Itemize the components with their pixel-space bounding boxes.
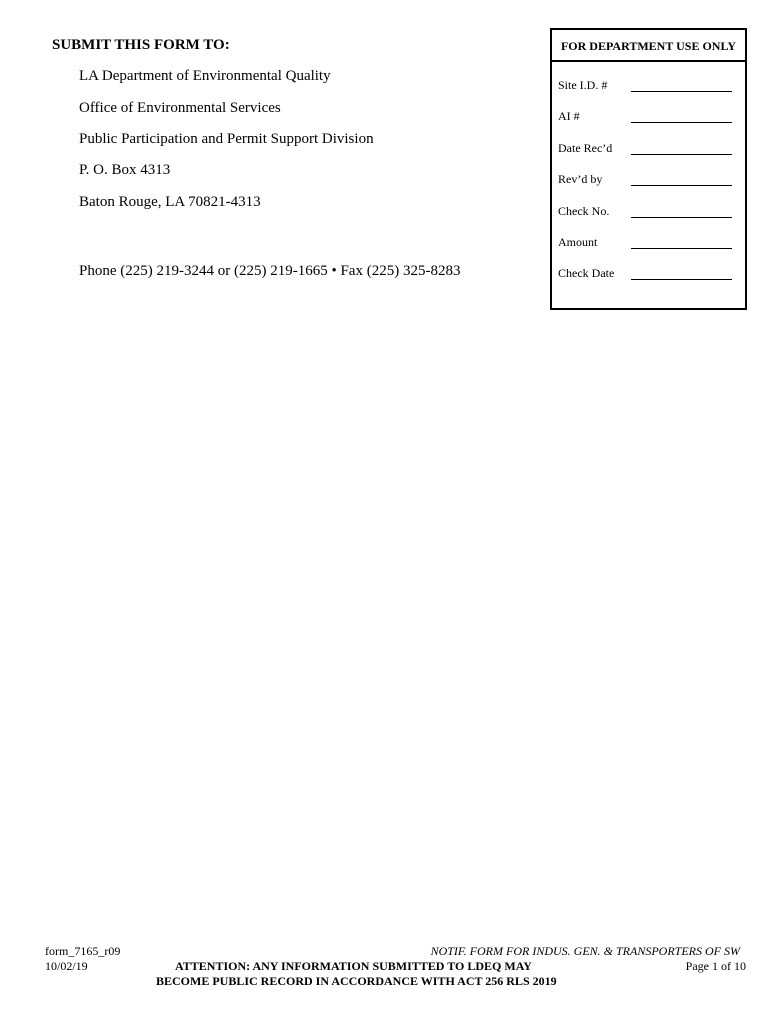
date-received-label: Date Rec’d: [558, 141, 613, 155]
date-received-blank[interactable]: [631, 154, 732, 155]
check-date-field[interactable]: [558, 266, 736, 282]
amount-label: Amount: [558, 235, 598, 249]
ai-number-label: AI #: [558, 109, 580, 123]
check-number-field[interactable]: [558, 204, 736, 220]
reviewed-by-blank[interactable]: [631, 185, 732, 186]
footer-page-number: Page 1 of 10: [685, 959, 746, 973]
address-line-city: Baton Rouge, LA 70821-4313: [79, 194, 261, 210]
check-date-blank[interactable]: [631, 279, 732, 280]
department-use-box: [550, 28, 747, 310]
footer-form-title: NOTIF. FORM FOR INDUS. GEN. & TRANSPORTERS OF SW: [430, 944, 740, 958]
submit-heading: SUBMIT THIS FORM TO:: [52, 37, 230, 53]
check-number-blank[interactable]: [631, 217, 732, 218]
phone-fax-line: Phone (225) 219-3244 or (225) 219-1665 • Fax (225) 325-8283: [79, 263, 461, 279]
ai-number-field[interactable]: [558, 109, 736, 125]
footer-attention-line-1: ATTENTION: ANY INFORMATION SUBMITTED TO LDEQ MAY: [175, 959, 532, 973]
department-use-title: FOR DEPARTMENT USE ONLY: [552, 30, 745, 62]
address-line-division: Public Participation and Permit Support Division: [79, 131, 374, 147]
amount-field[interactable]: [558, 235, 736, 251]
reviewed-by-field[interactable]: [558, 172, 736, 188]
check-date-label: Check Date: [558, 266, 615, 280]
ai-number-blank[interactable]: [631, 122, 732, 123]
address-line-agency: LA Department of Environmental Quality: [79, 68, 331, 84]
footer-date: 10/02/19: [45, 959, 88, 973]
reviewed-by-label: Rev’d by: [558, 172, 603, 186]
site-id-blank[interactable]: [631, 91, 732, 92]
site-id-label: Site I.D. #: [558, 78, 608, 92]
site-id-field[interactable]: [558, 78, 736, 94]
date-received-field[interactable]: [558, 141, 736, 157]
address-line-office: Office of Environmental Services: [79, 100, 281, 116]
amount-blank[interactable]: [631, 248, 732, 249]
check-number-label: Check No.: [558, 204, 610, 218]
address-line-po-box: P. O. Box 4313: [79, 162, 171, 178]
footer-attention-line-2: BECOME PUBLIC RECORD IN ACCORDANCE WITH ACT 256 RLS 2019: [156, 974, 557, 988]
footer-form-id: form_7165_r09: [45, 944, 121, 958]
